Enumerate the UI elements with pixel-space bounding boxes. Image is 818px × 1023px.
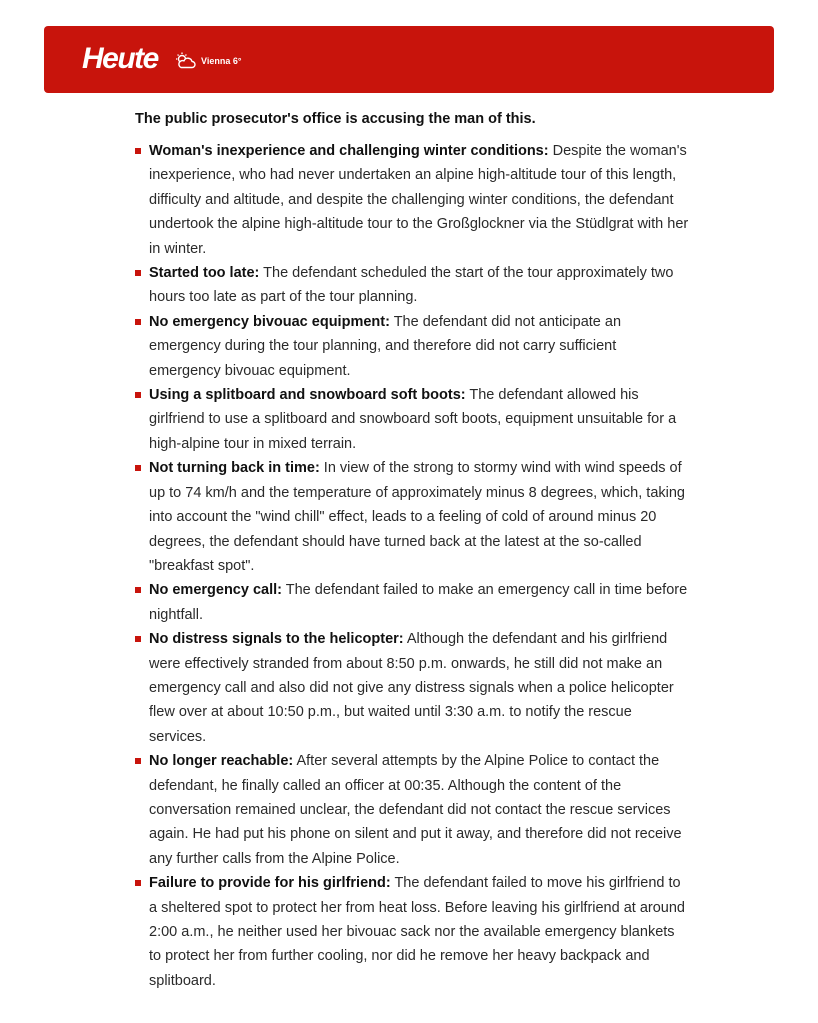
list-item xyxy=(135,139,690,261)
item-text: The defendant failed to make an emergency call in time before nightfall. xyxy=(149,582,688,623)
list-item xyxy=(135,578,690,627)
list-item xyxy=(135,627,690,749)
item-text: In view of the strong to stormy wind with wind speeds of up to 74 km/h and the temperature of approximately minus 8 degrees, which, taking into account the "wind chill" effect, leads to a feeling of cold of around minus 20 degrees, the defendant should have turned back at the latest at the so-called "breakfast spot". xyxy=(149,460,685,574)
bullet-marker xyxy=(135,148,141,154)
site-logo[interactable]: Heute xyxy=(82,42,158,75)
item-text: The defendant failed to move his girlfriend to a sheltered spot to protect her from heat loss. Before leaving his girlfriend at around 2:00 a.m., he neither used her bivouac sack nor the available emergency blankets to protect her from further cooling, nor did he remove her heavy backpack and splitboard. xyxy=(149,875,685,989)
bullet-marker xyxy=(135,465,141,471)
item-title: Started too late: xyxy=(149,265,260,282)
item-text: The defendant scheduled the start of the tour approximately two hours too late as part of the tour planning. xyxy=(149,265,674,306)
bullet-marker xyxy=(135,587,141,593)
item-text: The defendant allowed his girlfriend to use a splitboard and snowboard soft boots, equipment unsuitable for a high-alpine tour in mixed terrain. xyxy=(149,387,677,452)
bullet-marker xyxy=(135,392,141,398)
partly-cloudy-icon xyxy=(174,52,196,70)
list-item xyxy=(135,456,690,578)
charges-list xyxy=(135,139,690,993)
list-item xyxy=(135,261,690,310)
item-title: Failure to provide for his girlfriend: xyxy=(149,875,391,892)
weather-widget[interactable] xyxy=(174,52,241,70)
section-intro: The public prosecutor's office is accusing the man of this. xyxy=(135,111,536,127)
item-title: No distress signals to the helicopter: xyxy=(149,631,404,648)
item-title: Using a splitboard and snowboard soft boots: xyxy=(149,387,466,404)
bullet-marker xyxy=(135,880,141,886)
item-title: No longer reachable: xyxy=(149,753,294,770)
bullet-marker xyxy=(135,319,141,325)
list-item xyxy=(135,871,690,993)
item-title: No emergency call: xyxy=(149,582,282,599)
bullet-marker xyxy=(135,758,141,764)
bullet-marker xyxy=(135,270,141,276)
list-item xyxy=(135,383,690,456)
bullet-marker xyxy=(135,636,141,642)
list-item xyxy=(135,749,690,871)
item-text: Despite the woman's inexperience, who had never undertaken an alpine high-altitude tour of this length, difficulty and altitude, and despite the challenging winter conditions, the defendant undertook the alpine high-altitude tour to the Großglockner via the Stüdlgrat with her in winter. xyxy=(149,143,689,257)
item-text: Although the defendant and his girlfriend were effectively stranded from about 8:50 p.m. onwards, he still did not make an emergency call and also did not give any distress signals when a police helicopter flew over at about 10:50 p.m., but waited until 3:30 a.m. to notify the rescue services. xyxy=(149,631,674,745)
item-text: The defendant did not anticipate an emergency during the tour planning, and therefore did not carry sufficient emergency bivouac equipment. xyxy=(149,313,622,379)
site-header xyxy=(44,26,774,93)
item-text: After several attempts by the Alpine Police to contact the defendant, he finally called an officer at 00:35. Although the content of the conversation remained unclear, the defendant did not contact the rescue services again. He had put his phone on silent and put it away, and therefore did not receive any further calls from the Alpine Police. xyxy=(149,753,682,867)
item-title: No emergency bivouac equipment: xyxy=(149,313,390,330)
list-item xyxy=(135,310,690,383)
item-title: Woman's inexperience and challenging winter conditions: xyxy=(149,143,549,159)
weather-location-temperature: Vienna 6° xyxy=(201,56,242,66)
item-title: Not turning back in time: xyxy=(149,460,320,477)
article-body xyxy=(135,107,690,993)
